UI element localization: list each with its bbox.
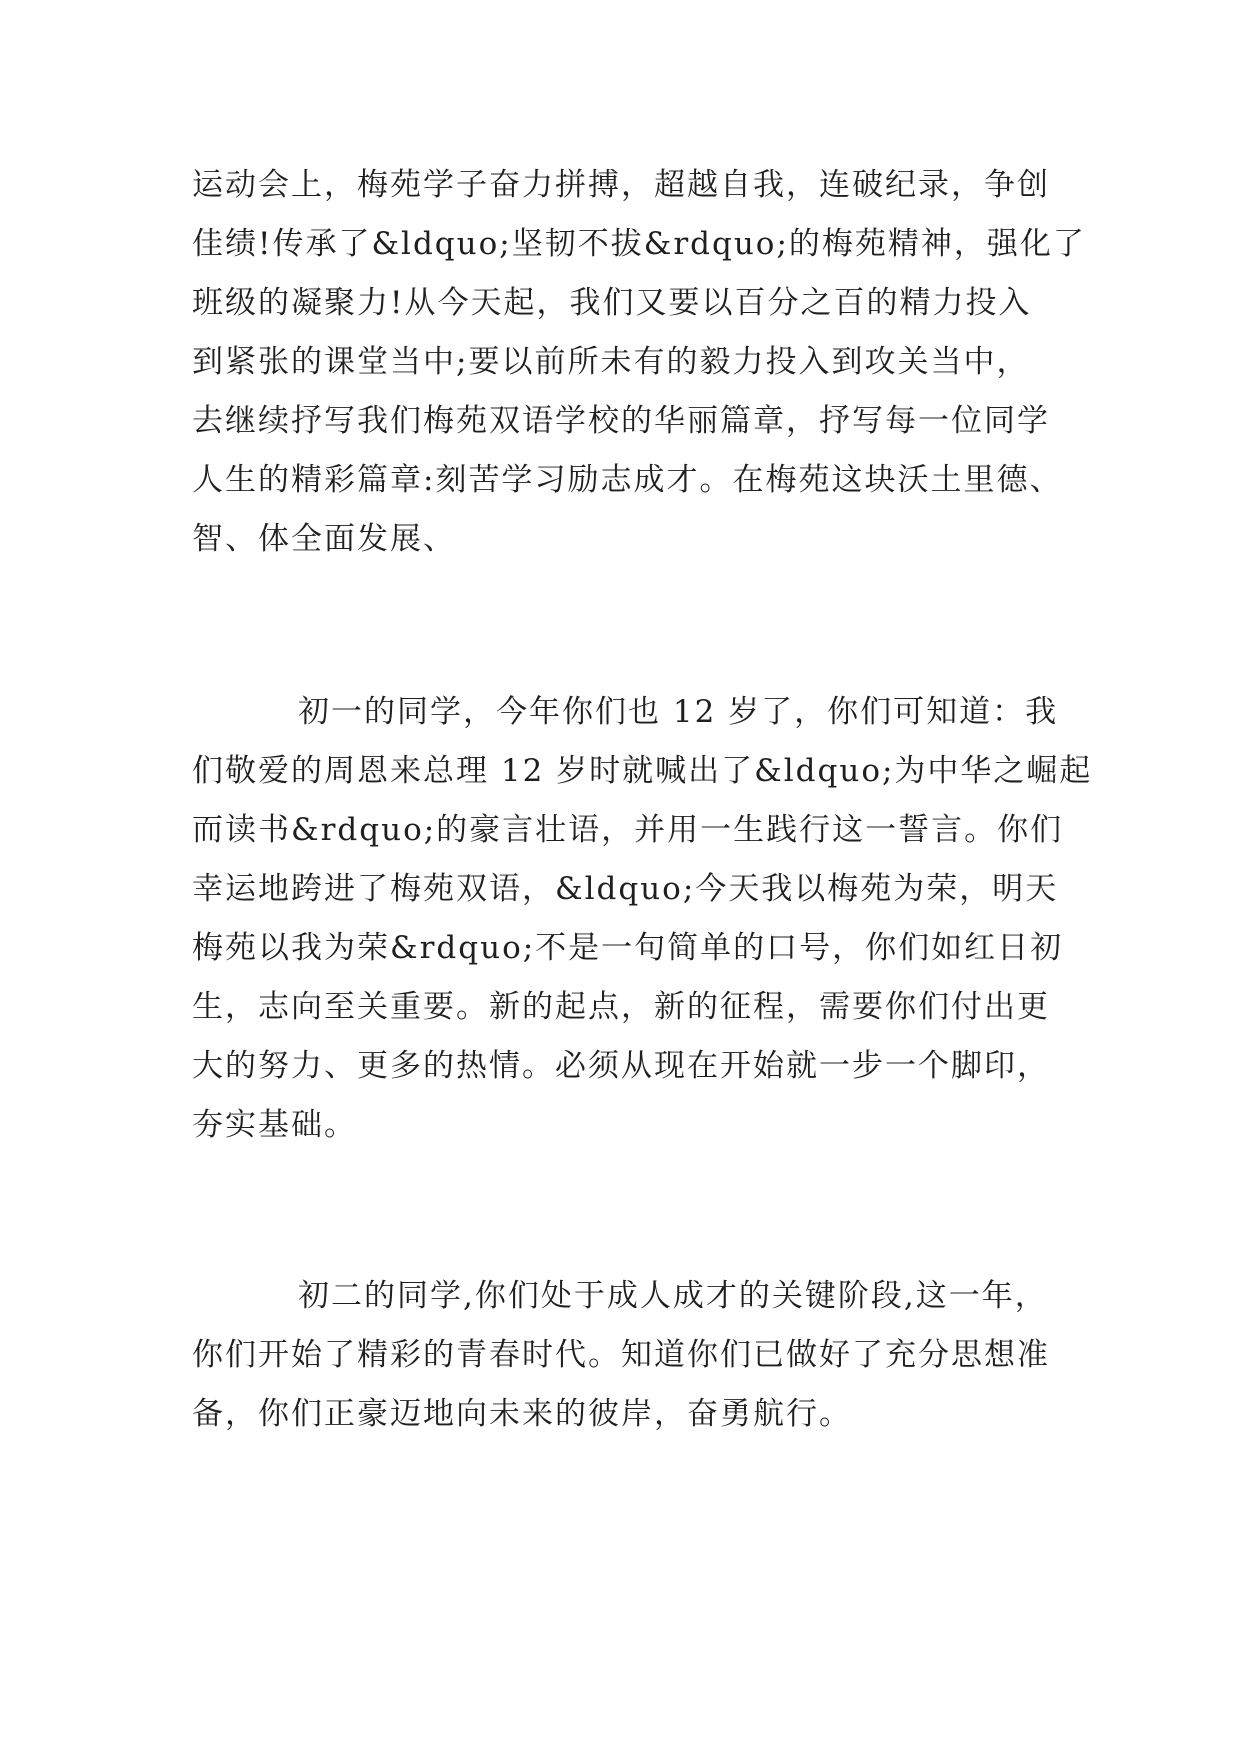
text-line: 初二的同学,你们处于成人成才的关键阶段,这一年， [298, 1278, 1048, 1314]
text-line: 班级的凝聚力!从今天起，我们又要以百分之百的精力投入 [192, 285, 1032, 321]
text-line: 到紧张的课堂当中;要以前所未有的毅力投入到攻关当中， [192, 344, 1030, 380]
paragraph-grade-seven [192, 683, 1092, 1155]
text-line: 你们开始了精彩的青春时代。知道你们已做好了充分思想准 [192, 1337, 1050, 1373]
text-line: 夯实基础。 [192, 1107, 357, 1143]
paragraph-grade-eight [192, 1267, 1092, 1444]
text-line: 们敬爱的周恩来总理 12 岁时就喊出了&ldquo;为中华之崛起 [192, 753, 1093, 789]
text-line: 智、体全面发展、 [192, 521, 456, 557]
text-line: 生，志向至关重要。新的起点，新的征程，需要你们付出更 [192, 989, 1050, 1025]
paragraph-sports-meet [192, 156, 1092, 569]
text-line: 初一的同学，今年你们也 12 岁了，你们可知道：我 [298, 694, 1059, 730]
text-line: 梅苑以我为荣&rdquo;不是一句简单的口号，你们如红日初 [192, 930, 1064, 966]
text-line: 佳绩!传承了&ldquo;坚韧不拔&rdquo;的梅苑精神，强化了 [192, 226, 1086, 262]
text-line: 而读书&rdquo;的豪言壮语，并用一生践行这一誓言。你们 [192, 812, 1064, 848]
text-line: 幸运地跨进了梅苑双语，&ldquo;今天我以梅苑为荣，明天 [192, 871, 1059, 907]
text-line: 运动会上，梅苑学子奋力拼搏，超越自我，连破纪录，争创 [192, 167, 1050, 203]
text-line: 人生的精彩篇章:刻苦学习励志成才。在梅苑这块沃土里德、 [192, 462, 1063, 498]
text-line: 去继续抒写我们梅苑双语学校的华丽篇章，抒写每一位同学 [192, 403, 1050, 439]
text-line: 大的努力、更多的热情。必须从现在开始就一步一个脚印， [192, 1048, 1050, 1084]
text-line: 备，你们正豪迈地向未来的彼岸，奋勇航行。 [192, 1396, 852, 1432]
